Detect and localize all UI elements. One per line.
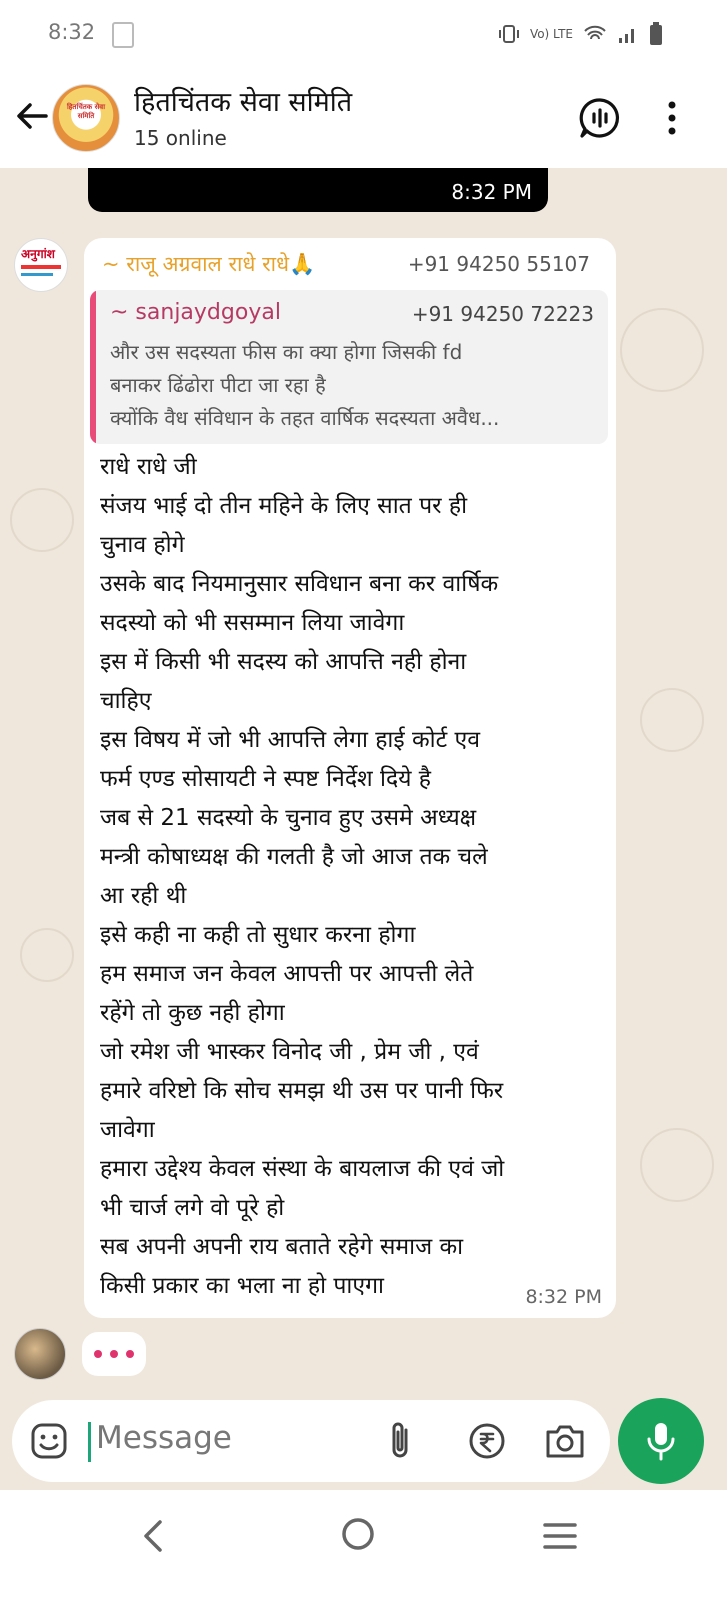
message-line: संजय भाई दो तीन महिने के लिए सात पर ही (100, 493, 468, 519)
message-text (100, 448, 610, 1306)
nav-home-icon[interactable] (338, 1514, 378, 1554)
chat-title[interactable]: हितचिंतक सेवा समिति (134, 87, 353, 118)
message-line: रहेंगे तो कुछ नही होगा (100, 1000, 285, 1026)
message-line: आ रही थी (100, 883, 187, 909)
message-line: इसे कही ना कही तो सुधार करना होगा (100, 922, 416, 948)
avatar-decoration (21, 273, 53, 276)
message-line: सब अपनी अपनी राय बताते रहेगे समाज का (100, 1234, 464, 1260)
attach-icon[interactable] (384, 1420, 418, 1462)
typing-indicator (82, 1332, 146, 1376)
network-label: Vo) LTE (529, 27, 573, 41)
wallpaper-doodle (640, 688, 704, 752)
message-line: जो रमेश जी भास्कर विनोद जी , प्रेम जी , एवं (100, 1039, 479, 1065)
back-arrow-icon[interactable] (12, 96, 52, 136)
message-line: भी चार्ज लगे वो पूरे हो (100, 1195, 285, 1221)
chat-area[interactable] (0, 168, 727, 1408)
chat-header (0, 68, 727, 168)
typing-dot (126, 1350, 134, 1358)
microphone-icon (643, 1420, 679, 1462)
avatar-decoration (21, 265, 61, 269)
message-line: हम समाज जन केवल आपत्ती पर आपत्ती लेते (100, 961, 474, 987)
message-line: चुनाव होगे (100, 532, 185, 558)
group-avatar-text: हितचिंतक सेवा समिति (66, 103, 106, 120)
signal-icon (617, 24, 639, 44)
quote-bar (90, 290, 96, 444)
message-line: इस विषय में जो भी आपत्ति लेगा हाई कोर्ट एव (100, 727, 481, 753)
wallpaper-doodle (620, 308, 704, 392)
quoted-sender-name: ~ sanjaydgoyal (110, 300, 281, 325)
message-line: मन्त्री कोषाध्यक्ष की गलती है जो आज तक चले (100, 844, 488, 870)
battery-icon (649, 22, 663, 46)
notification-icon (112, 22, 134, 48)
payment-rupee-icon[interactable] (468, 1422, 506, 1460)
online-status: 15 online (134, 126, 227, 150)
quoted-line: क्योंकि वैध संविधान के तहत वार्षिक सदस्यता अवैध... (110, 406, 500, 430)
status-bar (0, 0, 727, 68)
vibrate-icon (498, 23, 520, 45)
more-options-icon[interactable] (660, 98, 684, 138)
quoted-line: बनाकर ढिंढोरा पीटा जा रहा है (110, 373, 326, 397)
message-line: सदस्यो को भी ससम्मान लिया जावेगा (100, 610, 405, 636)
status-time: 8:32 (48, 20, 96, 44)
sender-phone: +91 94250 55107 (407, 252, 590, 276)
message-composer[interactable] (12, 1400, 610, 1482)
typing-dot (110, 1350, 118, 1358)
message-line: फर्म एण्ड सोसायटी ने स्पष्ट निर्देश दिये है (100, 766, 432, 792)
quoted-message[interactable] (90, 290, 608, 444)
message-line: किसी प्रकार का भला ना हो पाएगा (100, 1273, 384, 1299)
message-time: 8:32 PM (451, 180, 532, 204)
message-line: जब से 21 सदस्यो के चुनाव हुए उसमे अध्यक्ष (100, 805, 477, 831)
message-line: जावेगा (100, 1117, 155, 1143)
wifi-icon (583, 24, 607, 44)
status-icons (498, 22, 663, 46)
message-line: उसके बाद नियमानुसार सविधान बना कर वार्षिक (100, 571, 499, 597)
sticker-icon[interactable] (30, 1422, 68, 1460)
typing-user-avatar[interactable] (14, 1328, 66, 1380)
system-nav-bar (0, 1490, 727, 1600)
sender-avatar-text: अनुगांश (21, 247, 55, 261)
message-input[interactable]: Message (96, 1420, 232, 1456)
previous-media-message[interactable] (88, 168, 548, 212)
camera-icon[interactable] (544, 1422, 586, 1460)
nav-recents-icon[interactable] (540, 1516, 580, 1556)
nav-back-icon[interactable] (138, 1516, 168, 1556)
sender-avatar[interactable] (14, 238, 68, 292)
message-line: राधे राधे जी (100, 454, 197, 480)
media-thumbnail (88, 168, 548, 212)
message-line: इस में किसी भी सदस्य को आपत्ति नही होना (100, 649, 467, 675)
message-bubble[interactable] (84, 238, 616, 1318)
message-line: हमारे वरिष्टो कि सोच समझ थी उस पर पानी फिर (100, 1078, 504, 1104)
voice-chat-icon[interactable] (578, 96, 622, 140)
voice-record-button[interactable] (618, 1398, 704, 1484)
message-line: हमारा उद्देश्य केवल संस्था के बायलाज की एवं जो (100, 1156, 505, 1182)
text-cursor (88, 1422, 91, 1462)
sender-name[interactable]: ~ राजू अग्रवाल राधे राधे🙏 (102, 252, 316, 276)
message-time: 8:32 PM (525, 1286, 602, 1308)
quoted-sender-phone: +91 94250 72223 (411, 302, 594, 326)
group-avatar[interactable] (52, 84, 120, 152)
wallpaper-doodle (10, 488, 74, 552)
wallpaper-doodle (640, 1128, 714, 1202)
typing-dot (94, 1350, 102, 1358)
wallpaper-doodle (20, 928, 74, 982)
quoted-line: और उस सदस्यता फीस का क्या होगा जिसकी fd (110, 340, 463, 364)
message-line: चाहिए (100, 688, 152, 714)
